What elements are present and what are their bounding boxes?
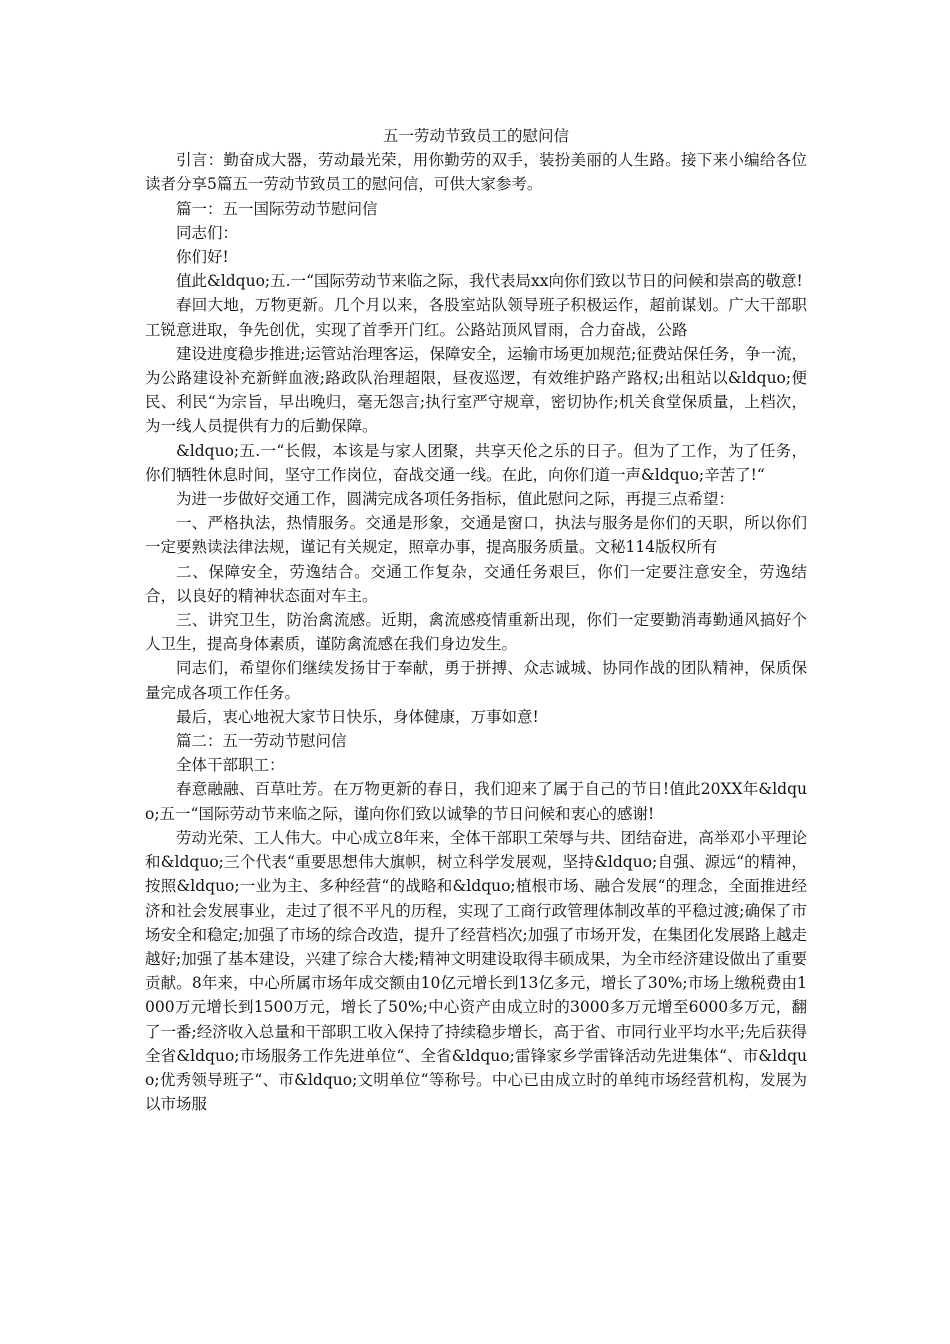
body-paragraph: 同志们，希望你们继续发扬甘于奉献，勇于拼搏、众志诚城、协同作战的团队精神，保质保量完成各项工作任务。 [145, 659, 807, 702]
body-paragraph: 为进一步做好交通工作，圆满完成各项任务指标，值此慰问之际，再提三点希望： [176, 490, 735, 509]
body-paragraph: 春意融融、百草吐芳。在万物更新的春日，我们迎来了属于自己的节日!值此20XX年&ldquo;五一“国际劳动节来临之际，谨向你们致以诚挚的节日问候和衷心的感谢! [145, 780, 807, 823]
closing-paragraph: 最后，衷心地祝大家节日快乐，身体健康，万事如意! [176, 707, 539, 726]
body-paragraph: &ldquo;五.一“长假，本该是与家人团聚，共享天伦之乐的日子。但为了工作，为了任务，你们牺牲休息时间，坚守工作岗位，奋战交通一线。在此，向你们道一声&ldquo;辛苦了!“ [145, 441, 807, 484]
body-paragraph: 建设进度稳步推进;运管站治理客运，保障安全，运输市场更加规范;征费站保任务，争一流，为公路建设补充新鲜血液;路政队治理超限，昼夜巡逻，有效维护路产路权;出租站以&ldquo;便民、利民“为宗旨，早出晚归，毫无怨言;执行室严守规章，密切协作;机关食堂保质量，上档次，为一线人员提供有力的后勤保障。 [145, 344, 807, 436]
body-paragraph: 三、讲究卫生，防治禽流感。近期，禽流感疫情重新出现，你们一定要勤消毒勤通风搞好个人卫生，提高身体素质，谨防禽流感在我们身边发生。 [145, 611, 807, 654]
salutation: 全体干部职工： [176, 756, 285, 775]
document-title: 五一劳动节致员工的慰问信 [382, 127, 569, 145]
body-paragraph: 值此&ldquo;五.一“国际劳动节来临之际，我代表局xx向你们致以节日的问候和崇高的敬意! [176, 272, 803, 291]
section-heading-1: 篇一：五一国际劳动节慰问信 [176, 199, 378, 218]
intro-paragraph: 引言：勤奋成大器，劳动最光荣，用你勤劳的双手，装扮美丽的人生路。接下来小编给各位读者分享5篇五一劳动节致员工的慰问信，可供大家参考。 [145, 151, 807, 194]
body-paragraph: 劳动光荣、工人伟大。中心成立8年来，全体干部职工荣辱与共、团结奋进，高举邓小平理论和&ldquo;三个代表“重要思想伟大旗帜，树立科学发展观，坚持&ldquo;自强、源远“的精神，按照&ldquo;一业为主、多种经营“的战略和&ldquo;植根市场、融合发展“的理念，全面推进经济和社会发展事业，走过了很不平凡的历程，实现了工商行政管理体制改革的平稳过渡;确保了市场安全和稳定;加强了市场的综合改造，提升了经营档次;加强了市场开发，在集团化发展路上越走越好;加强了基本建设，兴建了综合大楼;精神文明建设取得丰硕成果，为全市经济建设做出了重要贡献。8年来，中心所属市场年成交额由10亿元增长到13亿多元，增长了30%;市场上缴税费由1000万元增长到1500万元，增长了50%;中心资产由成立时的3000多万元增至6000多万元，翻了一番;经济收入总量和干部职工收入保持了持续稳步增长，高于省、市同行业平均水平;先后获得全省&ldquo;市场服务工作先进单位“、全省&ldquo;雷锋家乡学雷锋活动先进集体“、市&ldquo;优秀领导班子“、市&ldquo;文明单位“等称号。中心已由成立时的单纯市场经营机构，发展为以市场服 [145, 828, 807, 1114]
document-body [145, 124, 807, 1116]
salutation: 同志们： [176, 223, 239, 242]
body-paragraph: 一、严格执法，热情服务。交通是形象，交通是窗口，执法与服务是你们的天职，所以你们一定要熟读法律法规，谨记有关规定，照章办事，提高服务质量。文秘114版权所有 [145, 514, 807, 557]
greeting: 你们好! [176, 248, 229, 267]
body-paragraph: 春回大地，万物更新。几个月以来，各股室站队领导班子积极运作，超前谋划。广大干部职工锐意进取，争先创优，实现了首季开门红。公路站顶风冒雨，合力奋战，公路 [145, 296, 807, 339]
body-paragraph: 二、保障安全，劳逸结合。交通工作复杂，交通任务艰巨，你们一定要注意安全，劳逸结合，以良好的精神状态面对车主。 [145, 562, 807, 605]
section-heading-2: 篇二：五一劳动节慰问信 [176, 732, 347, 751]
